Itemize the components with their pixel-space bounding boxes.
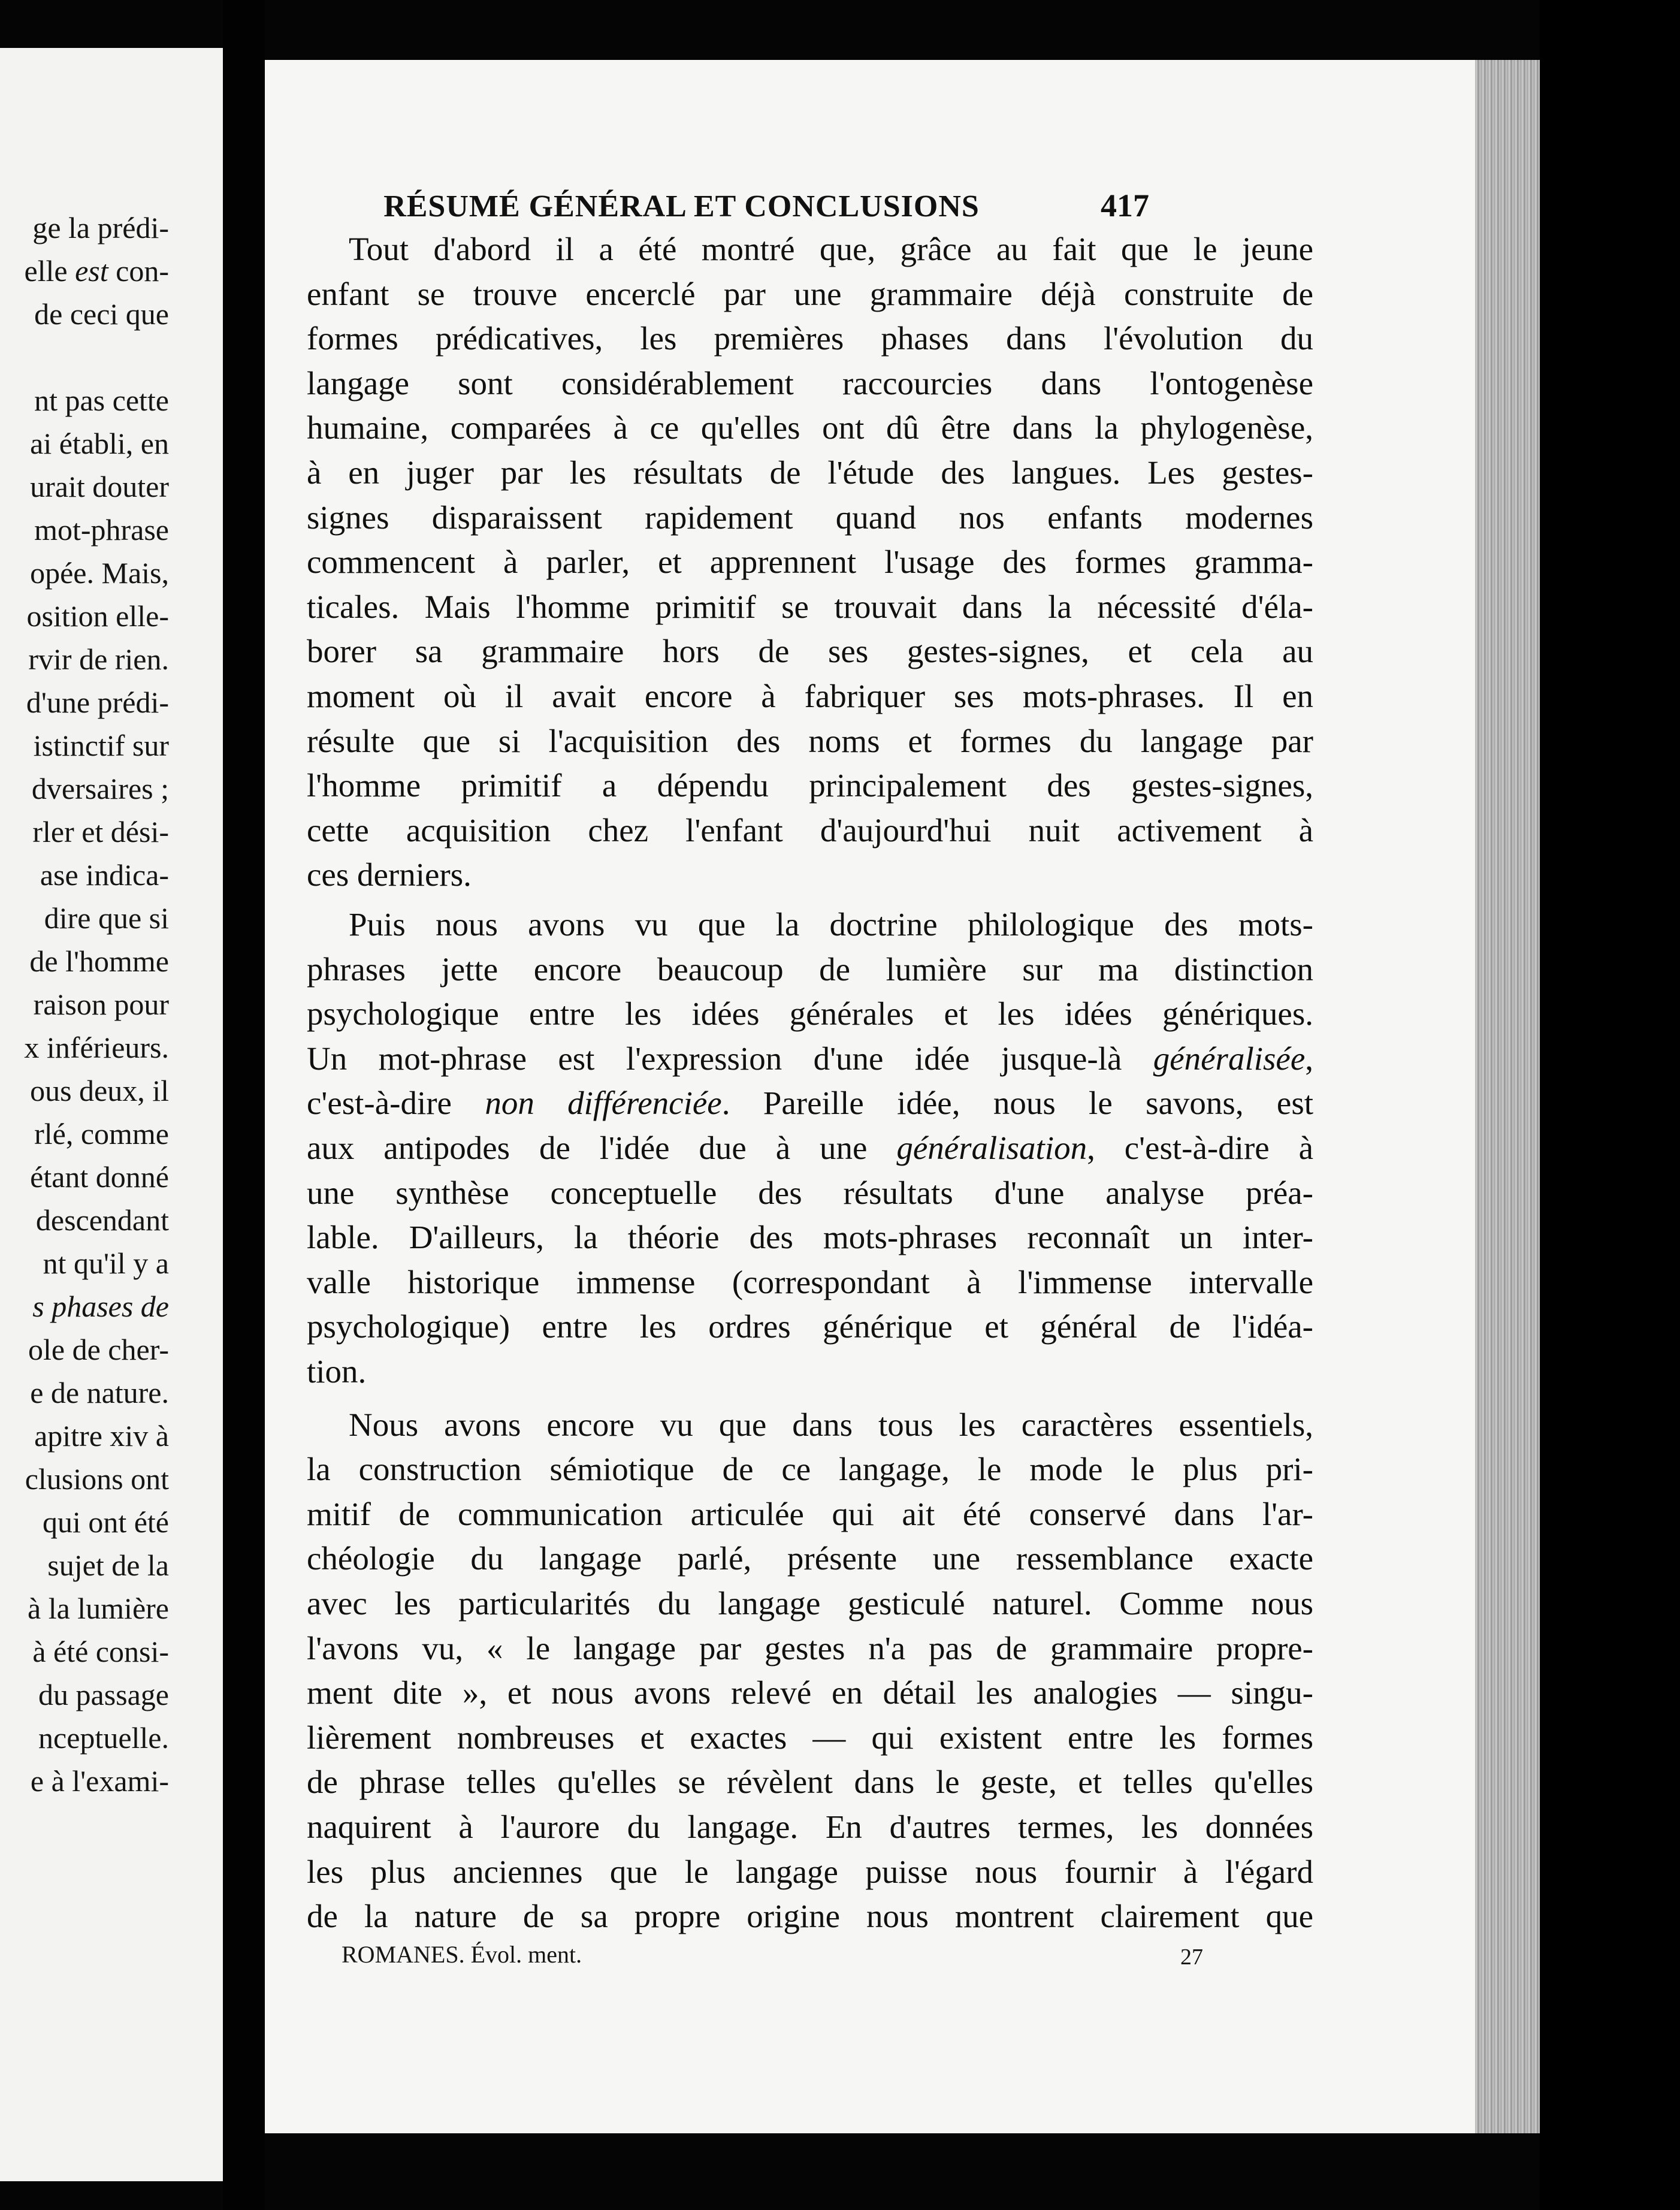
facing-page-line: apitre xiv à	[34, 1419, 169, 1453]
facing-page-left	[0, 48, 223, 2181]
text-line: borer sa grammaire hors de ses gestes-signes, et cela au	[307, 633, 1313, 670]
text-line: Puis nous avons vu que la doctrine philologique des mots-	[349, 906, 1313, 943]
text-line: ment dite », et nous avons relevé en détail les analogies — singu-	[307, 1674, 1313, 1711]
facing-page-line: ai établi, en	[30, 427, 169, 460]
facing-page-line: ase indica-	[40, 858, 169, 892]
text-line: signes disparaissent rapidement quand nos enfants modernes	[307, 499, 1313, 536]
facing-page-line: rvir de rien.	[28, 642, 169, 676]
text-line: naquirent à l'aurore du langage. En d'autres termes, les données	[307, 1809, 1313, 1845]
facing-page-line: clusions ont	[25, 1462, 169, 1496]
page-footer	[342, 1940, 1203, 1976]
text-line: lable. D'ailleurs, la théorie des mots-phrases reconnaît un inter-	[307, 1219, 1313, 1256]
text-line: tion.	[307, 1353, 367, 1390]
facing-page-line: ge la prédi-	[32, 211, 169, 244]
facing-page-line: sujet de la	[47, 1548, 169, 1582]
text-line: lièrement nombreuses et exactes — qui existent entre les formes	[307, 1719, 1313, 1756]
facing-page-line: opée. Mais,	[30, 556, 169, 590]
facing-page-line: istinctif sur	[33, 729, 169, 762]
text-line: enfant se trouve encerclé par une grammaire déjà construite de	[307, 275, 1313, 312]
text-line: phrases jette encore beaucoup de lumière sur ma distinction	[307, 950, 1313, 988]
text-line: Tout d'abord il a été montré que, grâce au fait que le jeune	[349, 231, 1313, 267]
facing-page-line: e de nature.	[30, 1376, 169, 1409]
text-line: psychologique entre les idées générales et les idées génériques.	[307, 995, 1313, 1032]
facing-page-line: du passage	[38, 1678, 169, 1711]
facing-page-line: x inférieurs.	[24, 1031, 169, 1064]
text-line: Un mot-phrase est l'expression d'une idée jusque-là généralisée,	[307, 1040, 1313, 1077]
text-line: avec les particularités du langage gesticulé naturel. Comme nous	[307, 1585, 1313, 1622]
page-edges	[1475, 60, 1540, 2133]
facing-page-line: dversaires ;	[31, 772, 169, 805]
facing-page-line: osition elle-	[26, 599, 169, 633]
facing-page-line: ole de cher-	[28, 1333, 169, 1366]
facing-page-line: e à l'exami-	[30, 1764, 169, 1798]
text-line: aux antipodes de l'idée due à une généralisation, c'est-à-dire à	[307, 1130, 1313, 1166]
text-line: Nous avons encore vu que dans tous les caractères essentiels,	[349, 1406, 1313, 1443]
scan-background	[1540, 0, 1680, 2210]
facing-page-line: de ceci que	[34, 297, 169, 331]
text-line: moment où il avait encore à fabriquer ses mots-phrases. Il en	[307, 678, 1313, 714]
facing-page-line: raison pour	[33, 988, 169, 1021]
facing-page-line: ous deux, il	[30, 1074, 169, 1107]
facing-page-line: qui ont été	[42, 1505, 169, 1539]
text-line: humaine, comparées à ce qu'elles ont dû être dans la phylogenèse,	[307, 409, 1313, 446]
text-line: les plus anciennes que le langage puisse nous fournir à l'égard	[307, 1853, 1313, 1890]
text-line: chéologie du langage parlé, présente une ressemblance exacte	[307, 1540, 1313, 1577]
text-line: c'est-à-dire non différenciée. Pareille idée, nous le savons, est	[307, 1085, 1314, 1122]
facing-page-line: de l'homme	[29, 944, 169, 978]
book-gutter	[223, 0, 265, 2210]
text-line: de la nature de sa propre origine nous montrent clairement que	[307, 1898, 1313, 1935]
facing-page-line: étant donné	[30, 1160, 169, 1194]
text-line: à en juger par les résultats de l'étude des langues. Les gestes-	[307, 454, 1313, 491]
text-line: formes prédicatives, les premières phases dans l'évolution du	[307, 320, 1313, 357]
text-line: ces derniers.	[307, 856, 472, 893]
facing-page-line: rler et dési-	[32, 815, 169, 849]
text-line: résulte que si l'acquisition des noms et formes du langage par	[307, 722, 1313, 759]
facing-page-line: nceptuelle.	[38, 1721, 169, 1755]
text-line: mitif de communication articulée qui ait été conservé dans l'ar-	[307, 1495, 1313, 1532]
facing-page-line: descendant	[35, 1203, 169, 1237]
text-line: ticales. Mais l'homme primitif se trouvait dans la nécessité d'éla-	[307, 588, 1313, 625]
footer-author: ROMANES. Évol. ment.	[342, 1941, 582, 1968]
text-line: commencent à parler, et apprennent l'usage des formes gramma-	[307, 544, 1313, 581]
text-line: l'avons vu, « le langage par gestes n'a pas de grammaire propre-	[307, 1629, 1313, 1666]
text-line: valle historique immense (correspondant à l'immense intervalle	[307, 1263, 1313, 1300]
facing-page-line: d'une prédi-	[26, 686, 169, 719]
text-line: l'homme primitif a dépendu principalement des gestes-signes,	[307, 767, 1313, 804]
facing-page-line: mot-phrase	[34, 513, 169, 547]
text-line: une synthèse conceptuelle des résultats d'une analyse préa-	[307, 1174, 1313, 1211]
page-number: 417	[1101, 188, 1149, 224]
text-line: cette acquisition chez l'enfant d'aujourd'hui nuit activement à	[307, 811, 1313, 849]
facing-page-line: nt qu'il y a	[43, 1246, 169, 1280]
running-head	[262, 187, 1149, 224]
facing-page-line: à été consi-	[32, 1635, 169, 1668]
facing-page-line: elle est con-	[24, 254, 169, 288]
facing-page-line: dire que si	[44, 901, 169, 935]
running-title: RÉSUMÉ GÉNÉRAL ET CONCLUSIONS	[383, 189, 980, 224]
text-line: de phrase telles qu'elles se révèlent dans le geste, et telles qu'elles	[307, 1764, 1313, 1801]
signature-mark: 27	[1180, 1945, 1203, 1970]
facing-page-line: urait douter	[30, 470, 169, 503]
text-line: psychologique) entre les ordres générique et général de l'idéa-	[307, 1308, 1313, 1345]
facing-page-line: nt pas cette	[34, 384, 169, 417]
text-line: langage sont considérablement raccourcies dans l'ontogenèse	[307, 364, 1313, 401]
facing-page-line: rlé, comme	[34, 1117, 169, 1151]
text-line: la construction sémiotique de ce langage, le mode le plus pri-	[307, 1451, 1313, 1488]
facing-page-line: s phases de	[32, 1290, 169, 1323]
facing-page-line: à la lumière	[28, 1592, 169, 1625]
